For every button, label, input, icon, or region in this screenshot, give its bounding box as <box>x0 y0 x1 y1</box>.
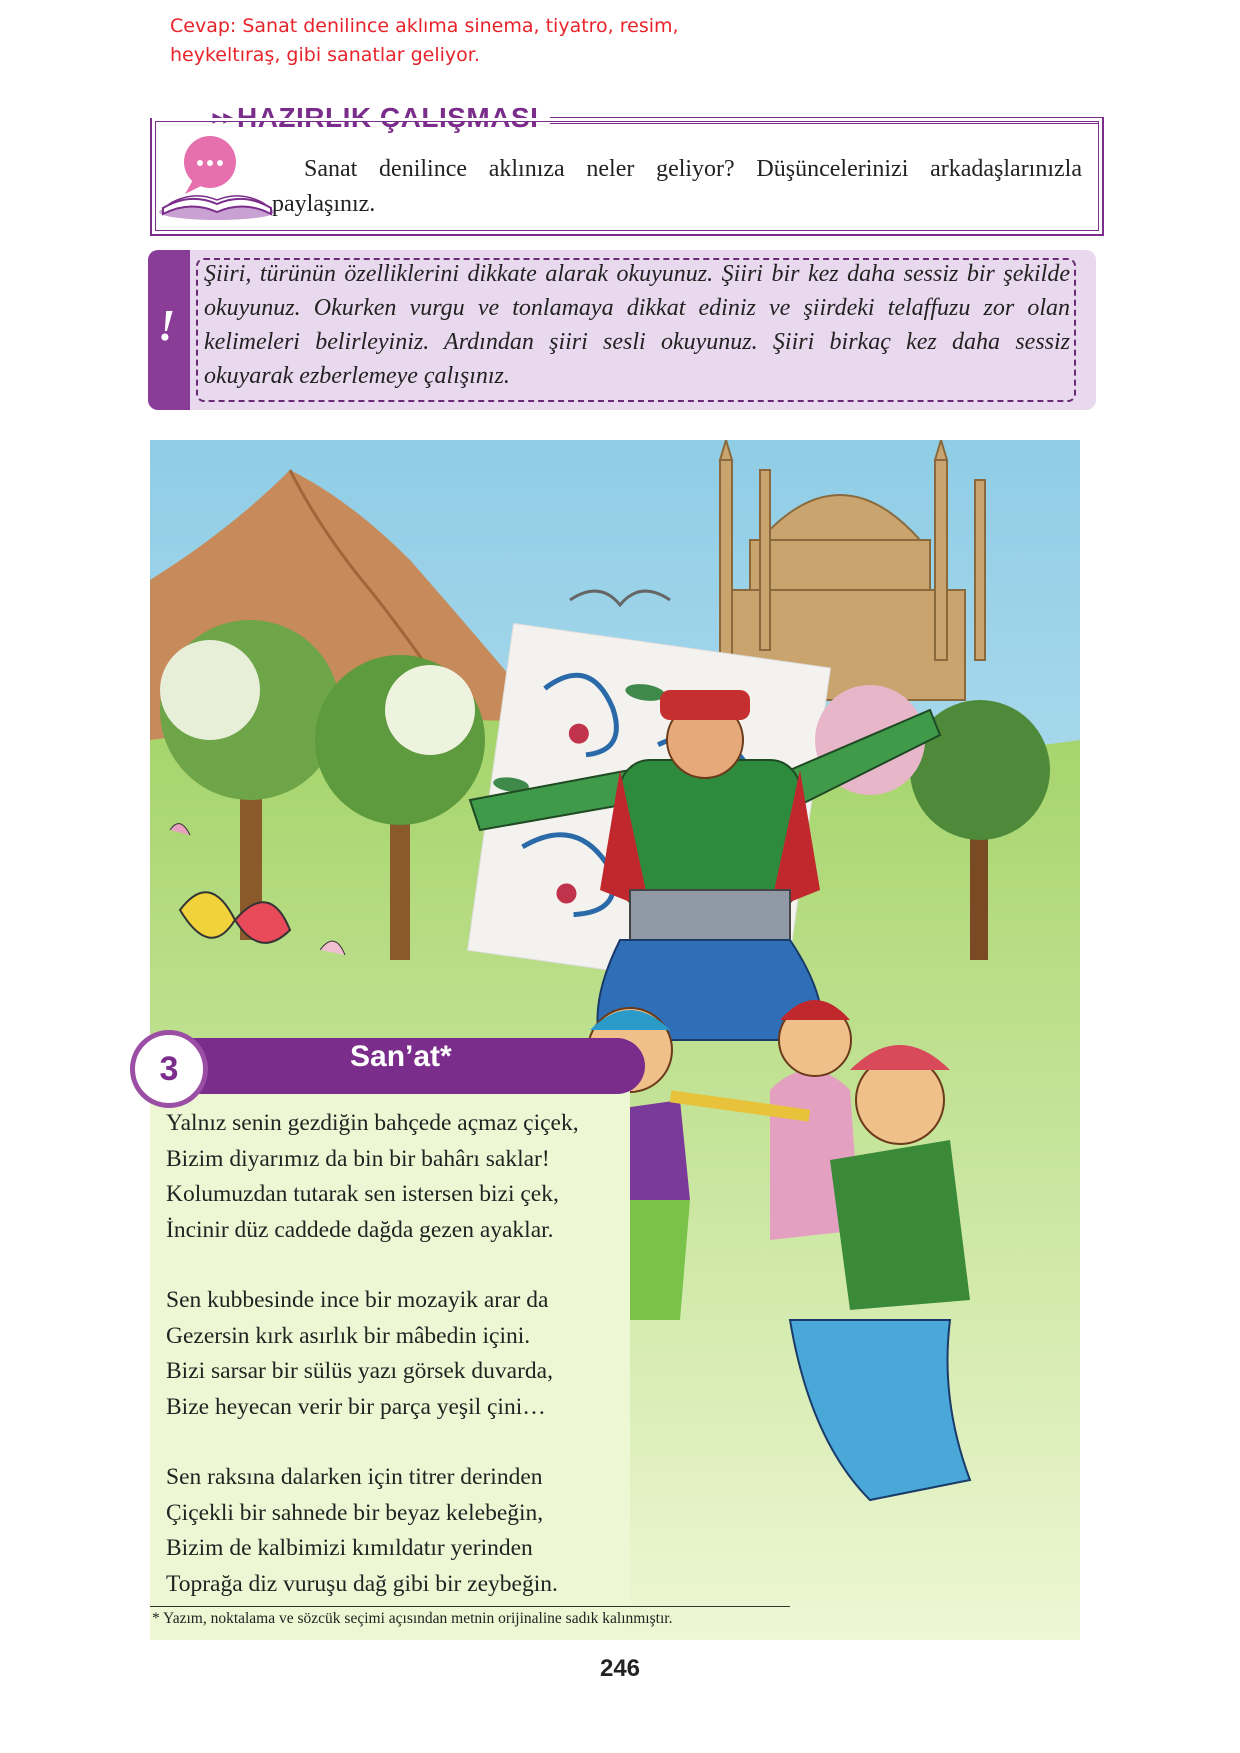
poem-line: Bize heyecan verir bir parça yeşil çini… <box>166 1393 546 1420</box>
answer-line-1: Cevap: Sanat denilince aklıma sinema, tiyatro, resim, <box>170 15 679 37</box>
poem-line: Sen raksına dalarken için titrer derinden <box>166 1464 543 1490</box>
poem-line: Toprağa diz vuruşu dağ gibi bir zeybeğin. <box>166 1570 558 1597</box>
poem-line: Çiçekli bir sahnede bir beyaz kelebeğin, <box>166 1499 544 1526</box>
poem-line: Gezersin kırk asırlık bir mâbedin içini. <box>166 1322 531 1349</box>
prep-title: HAZIRLIK ÇALIŞMASI <box>236 102 539 133</box>
poem-line: Bizim diyarımız da bin bir bahârı saklar! <box>166 1145 550 1172</box>
poem-line: İncinir düz caddede dağda gezen ayaklar. <box>166 1216 554 1243</box>
answer-line-2: heykeltıraş, gibi sanatlar geliyor. <box>170 44 480 66</box>
stanza-2 <box>166 1283 579 1425</box>
page-number: 246 <box>599 1655 641 1682</box>
exclamation-icon: ! <box>158 301 176 350</box>
speech-bubble-book-icon <box>155 130 280 225</box>
poem-line: Yalnız senin gezdiğin bahçede açmaz çiçek, <box>166 1110 579 1136</box>
double-arrow-icon: ▶▶ <box>212 110 234 126</box>
answer-text <box>170 12 770 70</box>
footnote: * Yazım, noktalama ve sözcük seçimi açısından metnin orijinaline sadık kalınmıştır. <box>152 1610 673 1627</box>
poem-number-badge: 3 <box>130 1030 208 1108</box>
poem-body <box>166 1106 579 1637</box>
stanza-3 <box>166 1460 579 1602</box>
stanza-1 <box>166 1106 579 1248</box>
info-text: Şiiri, türünün özelliklerini dikkate alarak okuyunuz. Şiiri bir kez daha sessiz bir şekilde okuyunuz. Okurken vurgu ve tonlamaya dikkat ediniz ve şiirdeki telaffuzu zor olan kelimeleri belirleyiniz. Ardından şiiri sesli okuyunuz. Şiiri birkaç kez daha sessiz okuyarak ezberlemeye çalışınız. <box>204 261 1070 389</box>
poem-line: Bizim de kalbimizi kımıldatır yerinden <box>166 1535 533 1561</box>
poem-line: Sen kubbesinde ince bir mozayik arar da <box>166 1287 549 1313</box>
prep-text: Sanat denilince aklınıza neler geliyor? Düşüncelerinizi arkadaşlarınızla paylaşınız. <box>272 156 1082 217</box>
dotted-leader: ........ <box>150 110 210 126</box>
poem-line: Bizi sarsar bir sülüs yazı görsek duvarda, <box>166 1358 553 1384</box>
poem-title: San’at* <box>350 1040 452 1073</box>
poem-line: Kolumuzdan tutarak sen istersen bizi çek, <box>166 1181 559 1207</box>
